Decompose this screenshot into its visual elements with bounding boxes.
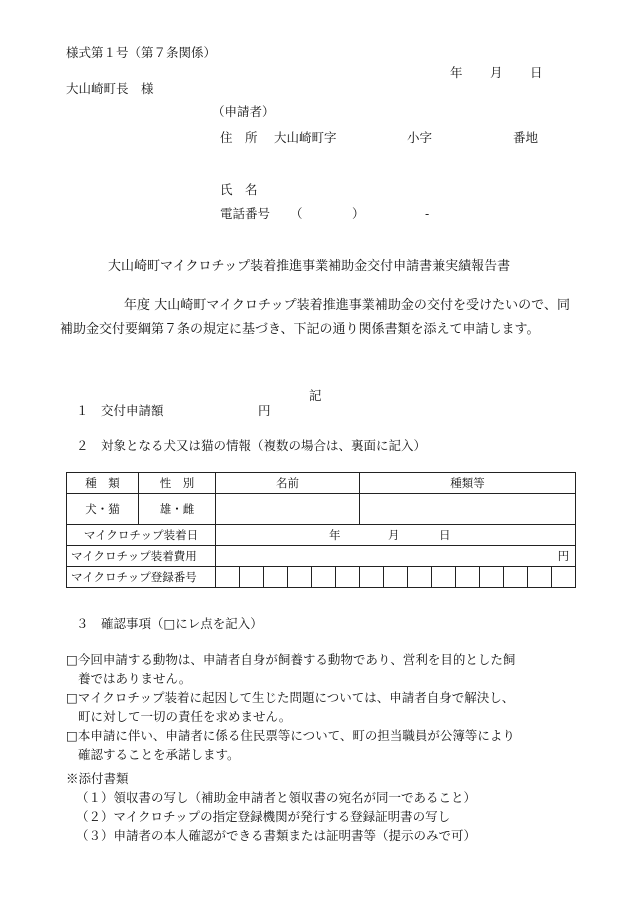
phone-close-paren: ） — [352, 206, 365, 221]
checkbox-icon[interactable]: □ — [66, 652, 78, 667]
chip-number-label: マイクロチップ登録番号 — [67, 567, 216, 588]
chip-digit-box[interactable] — [336, 567, 360, 588]
check-item — [66, 726, 566, 764]
chip-digit-box[interactable] — [312, 567, 336, 588]
name-input-cell[interactable] — [216, 494, 360, 525]
koaza-label: 小字 — [407, 130, 433, 145]
check-item — [66, 650, 566, 688]
intro-rest: ので、同補助金交付要綱第７条の規定に基づき、下記の通り関係書類を添えて申請します。 — [60, 298, 570, 337]
header-breed: 種類等 — [360, 473, 576, 494]
address-value: 大山崎町字 — [274, 130, 337, 145]
attachment-item: （１）領収書の写し（補助金申請者と領収書の宛名が同一であること） — [76, 790, 477, 805]
header-name: 名前 — [216, 473, 360, 494]
address-label: 住 所 — [220, 130, 258, 145]
chip-date-label: マイクロチップ装着日 — [67, 525, 216, 546]
chip-digit-box[interactable] — [432, 567, 456, 588]
check-text-line2: 養ではありません。 — [78, 671, 192, 686]
chip-digit-box[interactable] — [384, 567, 408, 588]
chip-digit-box[interactable] — [480, 567, 504, 588]
intro-first-line: 年度 大山崎町マイクロチップ装着推進事業補助金の交付を受けたい — [124, 298, 519, 313]
chip-date-day: 日 — [439, 528, 451, 542]
chip-digit-box[interactable] — [456, 567, 480, 588]
item1-unit: 円 — [258, 403, 271, 418]
type-value: 犬・猫 — [67, 494, 139, 525]
table-chip-cost-row — [67, 546, 576, 567]
chip-date-input-cell[interactable] — [216, 525, 576, 546]
name-label: 氏 名 — [220, 182, 258, 197]
item2-label: ２ 対象となる犬又は猫の情報（複数の場合は、裏面に記入） — [76, 438, 427, 453]
applicant-label: （申請者） — [212, 104, 275, 119]
banchi-label: 番地 — [513, 130, 539, 145]
check-text-line1: マイクロチップ装着に起因して生じた問題については、申請者自身で解決し、 — [77, 690, 515, 705]
item3-label: ３ 確認事項（□にレ点を記入） — [76, 616, 263, 631]
table-chip-number-row — [67, 567, 576, 588]
check-text-line1: 今回申請する動物は、申請者自身が飼養する動物であり、営利を目的とした飼 — [77, 652, 516, 667]
check-text-line2: 町に対して一切の責任を求めません。 — [78, 709, 292, 724]
chip-cost-input-cell[interactable] — [216, 546, 576, 567]
sex-value: 雄・雌 — [139, 494, 216, 525]
chip-cost-label: マイクロチップ装着費用 — [67, 546, 216, 567]
header-type: 種 類 — [67, 473, 139, 494]
date-month: 月 — [490, 65, 503, 80]
chip-digit-box[interactable] — [528, 567, 552, 588]
check-item — [66, 688, 566, 726]
table-chip-date-row — [67, 525, 576, 546]
intro-paragraph — [60, 294, 570, 342]
attachment-item: （３）申請者の本人確認ができる書類または証明書等（提示のみで可） — [76, 828, 477, 843]
chip-digit-box[interactable] — [288, 567, 312, 588]
ki-label: 記 — [309, 388, 322, 403]
checkbox-icon[interactable]: □ — [66, 690, 78, 705]
addressee: 大山崎町長 様 — [66, 81, 154, 96]
chip-digit-box[interactable] — [216, 567, 240, 588]
date-day: 日 — [530, 65, 543, 80]
table-animal-row — [67, 494, 576, 525]
date-year: 年 — [450, 65, 463, 80]
chip-cost-unit: 円 — [557, 549, 570, 563]
attachment-item: （２）マイクロチップの指定登録機関が発行する登録証明書の写し — [76, 809, 451, 824]
chip-digit-box[interactable] — [240, 567, 264, 588]
chip-digit-box[interactable] — [360, 567, 384, 588]
chip-date-year: 年 — [329, 528, 341, 542]
chip-digit-box[interactable] — [552, 567, 576, 588]
phone-dash: - — [425, 206, 430, 221]
attachments-title: ※添付書類 — [66, 771, 129, 786]
chip-digit-box[interactable] — [504, 567, 528, 588]
document-title: 大山崎町マイクロチップ装着推進事業補助金交付申請書兼実績報告書 — [108, 259, 511, 274]
checkbox-icon[interactable]: □ — [66, 728, 78, 743]
header-sex: 性 別 — [139, 473, 216, 494]
table-header-row — [67, 473, 576, 494]
chip-digit-box[interactable] — [264, 567, 288, 588]
phone-label: 電話番号 — [220, 206, 271, 221]
chip-digit-box[interactable] — [408, 567, 432, 588]
chip-date-month: 月 — [388, 528, 400, 542]
item1-label: １ 交付申請額 — [76, 403, 164, 418]
check-text-line1: 本申請に伴い、申請者に係る住民票等について、町の担当職員が公簿等により — [77, 728, 515, 743]
breed-input-cell[interactable] — [360, 494, 576, 525]
phone-open-paren: （ — [290, 206, 303, 221]
form-number: 様式第１号（第７条関係） — [66, 45, 217, 60]
animal-info-table — [66, 472, 576, 588]
check-text-line2: 確認することを承諾します。 — [78, 747, 240, 762]
